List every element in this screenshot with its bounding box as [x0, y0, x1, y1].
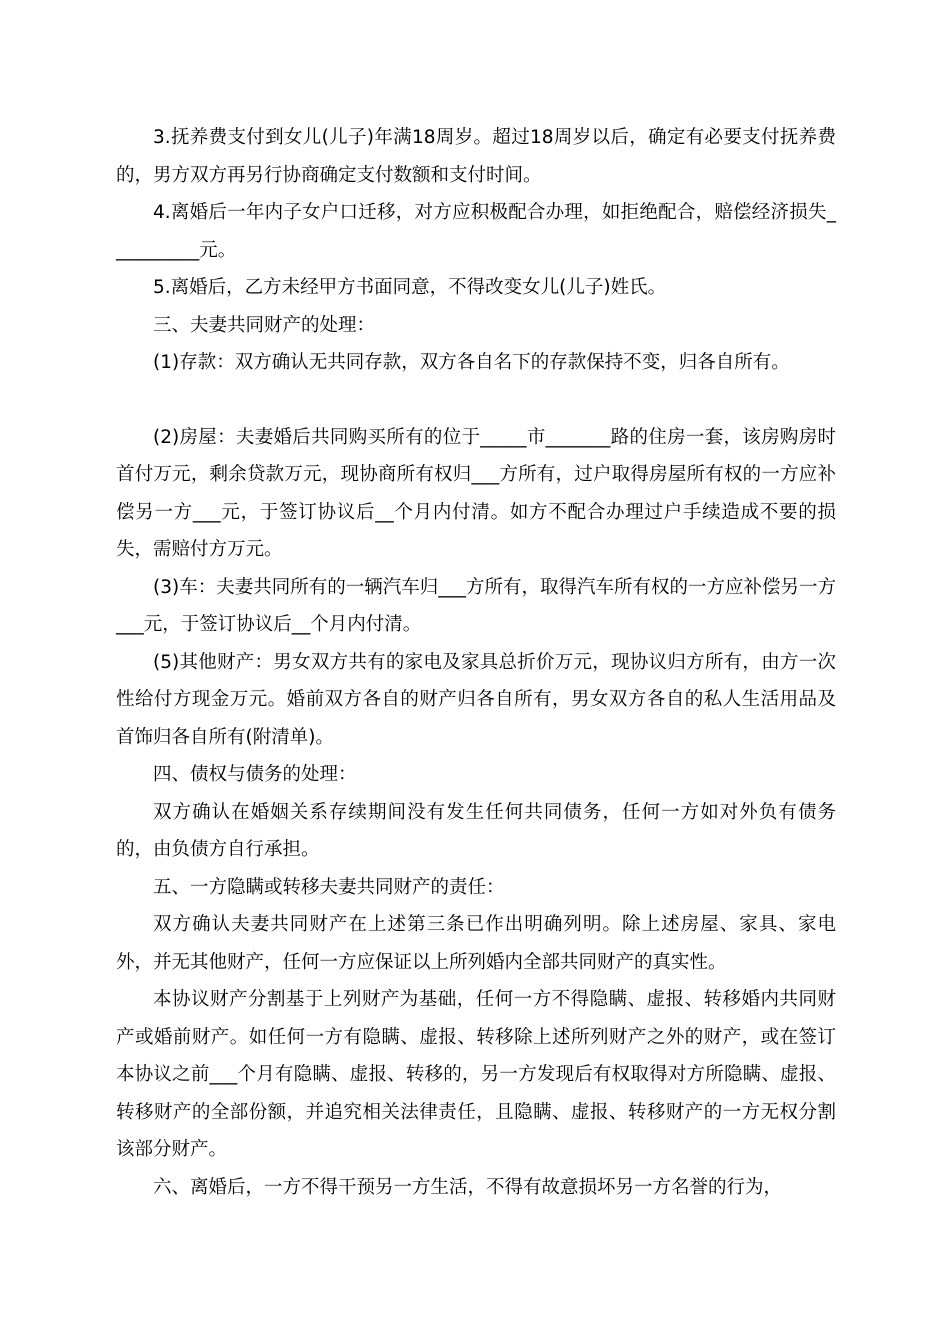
paragraph-household-registration: 4.离婚后一年内子女户口迁移，对方应积极配合办理，如拒绝配合，赔偿经济损失__________元。 [116, 202, 836, 261]
paragraph-other-property: (5)其他财产：男女双方共有的家电及家具总折价万元，现协议归方所有，由方一次性给付方现金万元。婚前双方各自的财产归各自所有，男女双方各自的私人生活用品及首饰归各自所有(附清单)。 [116, 651, 836, 748]
section-heading-joint-property: 三、夫妻共同财产的处理： [153, 314, 376, 336]
paragraph-child-support-duration: 3.抚养费支付到女儿(儿子)年满18周岁。超过18周岁以后，确定有必要支付抚养费的，男方双方再另行协商确定支付数额和支付时间。 [116, 127, 836, 186]
paragraph-car: (3)车：夫妻共同所有的一辆汽车归___方所有，取得汽车所有权的一方应补偿另一方___元，于签订协议后__个月内付清。 [116, 576, 836, 635]
section-heading-concealment-liability: 五、一方隐瞒或转移夫妻共同财产的责任： [153, 876, 505, 898]
section-heading-post-divorce-conduct: 六、离婚后，一方不得干预另一方生活，不得有故意损坏另一方名誉的行为， [153, 1176, 783, 1198]
paragraph-property-confirmation: 双方确认夫妻共同财产在上述第三条已作出明确列明。除上述房屋、家具、家电外，并无其他财产，任何一方应保证以上所列婚内全部共同财产的真实性。 [116, 914, 836, 973]
paragraph-concealment-penalty: 本协议财产分割基于上列财产为基础，任何一方不得隐瞒、虚报、转移婚内共同财产或婚前财产。如任何一方有隐瞒、虚报、转移除上述所列财产之外的财产，或在签订本协议之前___个月有隐瞒、虚报、转移的，另一方发现后有权取得对方所隐瞒、虚报、转移财产的全部份额，并追究相关法律责任，且隐瞒、虚报、转移财产的一方无权分割该部分财产。 [116, 989, 836, 1160]
section-heading-debts: 四、债权与债务的处理： [153, 764, 357, 785]
paragraph-deposits: (1)存款：双方确认无共同存款，双方各自名下的存款保持不变，归各自所有。 [153, 352, 790, 373]
paragraph-child-surname: 5.离婚后，乙方未经甲方书面同意，不得改变女儿(儿子)姓氏。 [153, 277, 667, 298]
paragraph-debts: 双方确认在婚姻关系存续期间没有发生任何共同债务，任何一方如对外负有债务的，由负债方自行承担。 [116, 801, 836, 860]
document-body [116, 119, 836, 1206]
paragraph-house: (2)房屋：夫妻婚后共同购买所有的位于_____市_______路的住房一套，该房购房时首付万元，剩余贷款万元，现协商所有权归___方所有，过户取得房屋所有权的一方应补偿另一方___元，于签订协议后__个月内付清。如方不配合办理过户手续造成不要的损失，需赔付方万元。 [116, 426, 836, 560]
blank-line [116, 382, 836, 419]
